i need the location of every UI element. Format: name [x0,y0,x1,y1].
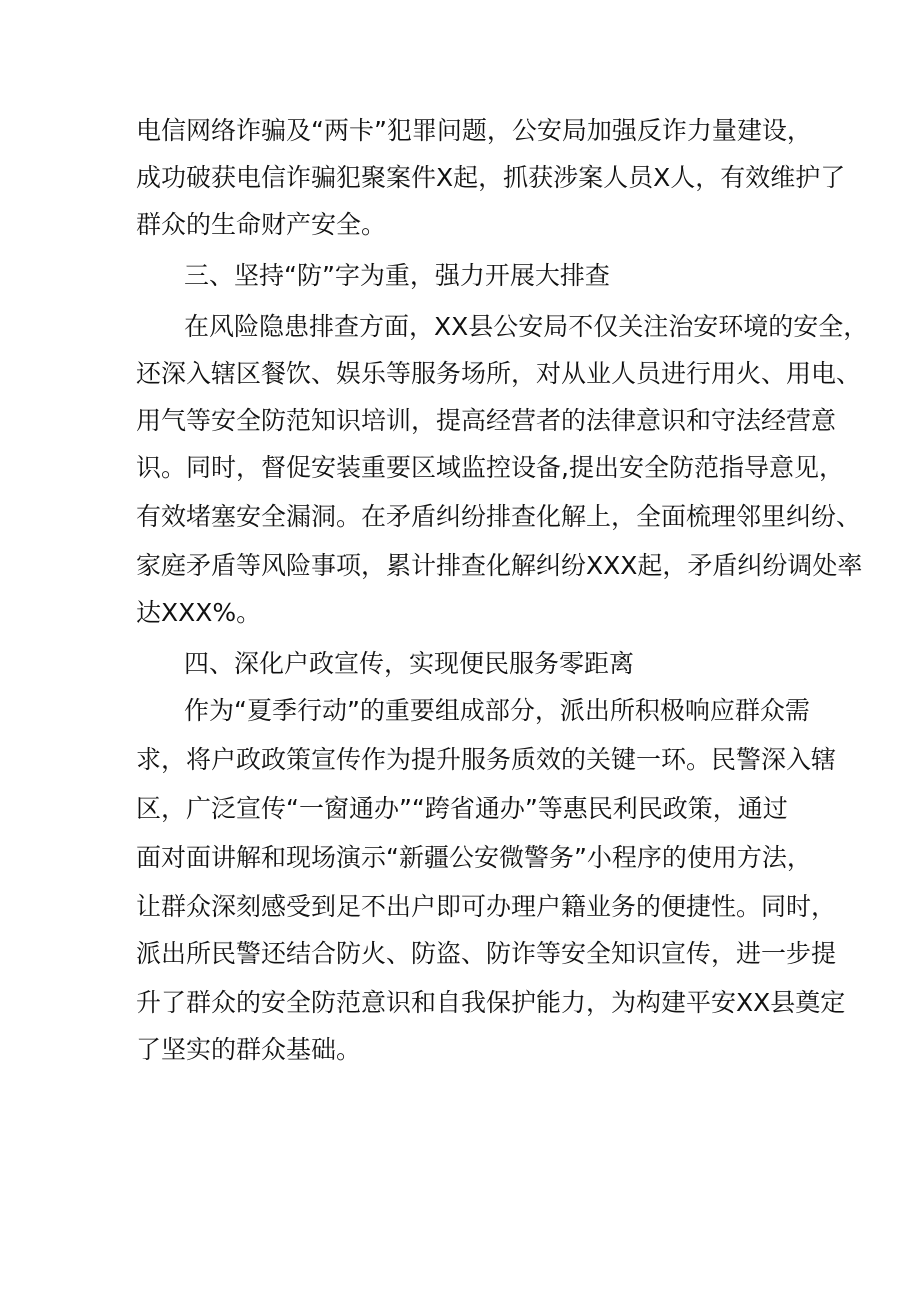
text-line: 在风险隐患排查方面，XX县公安局不仅关注治安环境的安全， [184,312,869,341]
text-line: 面对面讲解和现场演示“新疆公安微警务”小程序的使用方法， [136,843,812,872]
text-line: 升了群众的安全防范意识和自我保护能力，为构建平安XX县奠定 [136,988,846,1017]
text-line: 群众的生命财产安全。 [136,210,387,239]
text-line: 识。同时，督促安装重要区域监控设备,提出安全防范指导意见， [136,453,844,482]
text-line: 区，广泛宣传“一窗通办”“跨省通办”等惠民利民政策，通过 [136,794,788,823]
section-heading: 四、深化户政宣传，实现便民服务零距离 [184,649,635,678]
text-line: 派出所民警还结合防火、防盗、防诈等安全知识宣传，进一步提 [136,939,837,968]
text-line: 让群众深刻感受到足不出户即可办理户籍业务的便捷性。同时， [136,892,837,921]
section-heading: 三、坚持“防”字为重，强力开展大排查 [184,261,610,290]
text-line: 还深入辖区餐饮、娱乐等服务场所，对从业人员进行用火、用电、 [136,359,862,388]
text-line: 成功破获电信诈骗犯聚案件X起，抓获涉案人员X人，有效维护了 [136,163,846,192]
text-line: 电信网络诈骗及“两卡”犯罪问题，公安局加强反诈力量建设， [136,116,812,145]
text-line: 了坚实的群众基础。 [136,1035,362,1064]
text-line: 用气等安全防范知识培训，提高经营者的法律意识和守法经营意 [136,406,837,435]
text-line: 求，将户政政策宣传作为提升服务质效的关键一环。民警深入辖 [136,745,837,774]
text-line: 作为“夏季行动”的重要组成部分，派出所积极响应群众需 [184,696,810,725]
text-line: 家庭矛盾等风险事项，累计排查化解纠纷XXX起，矛盾纠纷调处率 [136,551,863,580]
text-line: 达XXX%。 [136,598,262,627]
text-line: 有效堵塞安全漏洞。在矛盾纠纷排查化解上，全面梳理邻里纠纷、 [136,502,862,531]
